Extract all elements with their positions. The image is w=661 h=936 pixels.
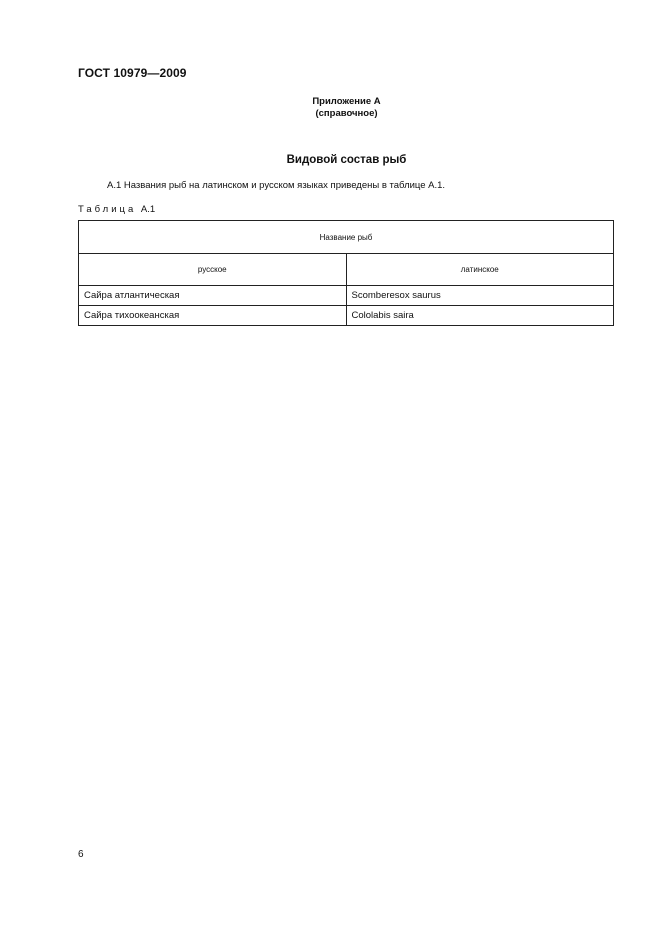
cell-latin-name: Scomberesox saurus [346, 286, 614, 306]
table-caption-word: Таблица [78, 204, 137, 215]
cell-russian-name: Сайра тихоокеанская [79, 306, 347, 326]
appendix-subtitle: (справочное) [315, 108, 378, 119]
document-code: ГОСТ 10979—2009 [78, 66, 187, 80]
cell-latin-name: Cololabis saira [346, 306, 614, 326]
table-row [79, 306, 614, 326]
column-header-latin: латинское [346, 254, 614, 286]
paragraph-text: А.1 Названия рыб на латинском и русском языках приведены в таблице А.1. [107, 180, 446, 191]
section-title: Видовой состав рыб [286, 154, 407, 166]
page-number: 6 [78, 849, 84, 860]
table-group-header: Название рыб [79, 221, 614, 254]
column-header-russian: русское [79, 254, 347, 286]
fish-names-table [78, 220, 614, 326]
table-column-header-row [79, 254, 614, 286]
cell-russian-name: Сайра атлантическая [79, 286, 347, 306]
appendix-heading [0, 96, 661, 120]
table-row [79, 286, 614, 306]
table-caption-number: А.1 [140, 204, 156, 215]
table-group-header-row [79, 221, 614, 254]
table-caption [78, 204, 155, 215]
appendix-title: Приложение А [312, 96, 381, 107]
